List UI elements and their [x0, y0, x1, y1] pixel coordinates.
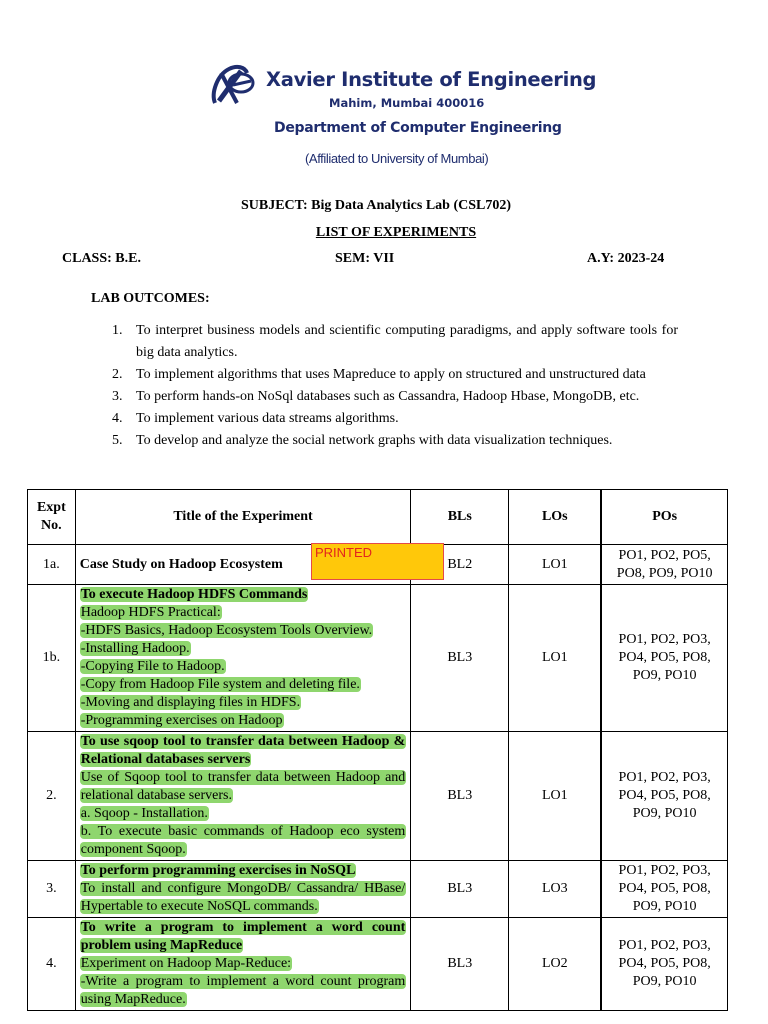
list-item: 4. To implement various data streams algorithms. — [112, 411, 399, 426]
list-item: 1. To interpret business models and scientific computing paradigms, and apply software tools for big data analytics. — [112, 323, 678, 360]
expt-title: To write a program to implement a word count problem using MapReduce Experiment on Hadoop Map-Reduce: -Write a program to implement a word count program using MapReduce. — [75, 918, 411, 1011]
expt-po: PO1, PO2, PO3, PO4, PO5, PO8, PO9, PO10 — [601, 918, 727, 1011]
expt-lo: LO1 — [509, 545, 602, 585]
expt-po: PO1, PO2, PO3, PO4, PO5, PO8, PO9, PO10 — [601, 585, 727, 732]
list-item: 2. To implement algorithms that uses Mapreduce to apply on structured and unstructured data — [112, 367, 646, 382]
expt-no: 4. — [28, 918, 76, 1011]
table-row — [28, 918, 728, 1011]
expt-po: PO1, PO2, PO3, PO4, PO5, PO8, PO9, PO10 — [601, 732, 727, 861]
expt-lo: LO1 — [509, 732, 602, 861]
printed-stamp-label: PRINTED — [315, 545, 373, 560]
table-row — [28, 861, 728, 918]
table-header-row — [28, 490, 728, 545]
expt-title: To execute Hadoop HDFS Commands Hadoop HDFS Practical: -HDFS Basics, Hadoop Ecosystem Tools Overview. -Installing Hadoop. -Copying File to Hadoop. -Copy from Hadoop File system and deleting file. -Moving and displaying files in HDFS. -Programming exercises on Hadoop — [75, 585, 411, 732]
expt-lo: LO1 — [509, 585, 602, 732]
header-pos: POs — [601, 490, 727, 545]
expt-po: PO1, PO2, PO5, PO8, PO9, PO10 — [601, 545, 727, 585]
expt-bl: BL2 — [411, 545, 509, 585]
expt-title: To use sqoop tool to transfer data between Hadoop & Relational databases servers Use of Sqoop tool to transfer data between Hadoop and relational database servers. a. Sqoop - Installation. b. To execute basic commands of Hadoop eco system component Sqoop. — [75, 732, 411, 861]
expt-bl: BL3 — [411, 585, 509, 732]
sem-label: SEM: VII — [335, 251, 395, 266]
expt-title: Case Study on Hadoop Ecosystem — [75, 545, 411, 585]
expt-bl: BL3 — [411, 732, 509, 861]
academic-year-label: A.Y: 2023-24 — [587, 251, 665, 266]
subject-line: SUBJECT: Big Data Analytics Lab (CSL702) — [240, 198, 512, 213]
institute-name: Xavier Institute of Engineering — [266, 68, 597, 91]
expt-no: 1b. — [28, 585, 76, 732]
list-item: 5. To develop and analyze the social network graphs with data visualization techniques. — [112, 433, 613, 448]
lab-outcomes-heading: LAB OUTCOMES: — [91, 291, 210, 306]
header-los: LOs — [509, 490, 602, 545]
expt-bl: BL3 — [411, 861, 509, 918]
expt-no: 2. — [28, 732, 76, 861]
header-expt-no: Expt No. — [28, 490, 76, 545]
expt-no: 3. — [28, 861, 76, 918]
xie-logo-icon — [207, 63, 257, 109]
expt-lo: LO3 — [509, 861, 602, 918]
printed-stamp — [311, 543, 444, 580]
table-row — [28, 585, 728, 732]
expt-bl: BL3 — [411, 918, 509, 1011]
affiliation-text: (Affiliated to University of Mumbai) — [305, 151, 489, 166]
expt-po: PO1, PO2, PO3, PO4, PO5, PO8, PO9, PO10 — [601, 861, 727, 918]
class-label: CLASS: B.E. — [62, 251, 141, 266]
header-bls: BLs — [411, 490, 509, 545]
expt-no: 1a. — [28, 545, 76, 585]
table-row — [28, 732, 728, 861]
expt-title: To perform programming exercises in NoSQL To install and configure MongoDB/ Cassandra/ HBase/ Hypertable to execute NoSQL commands. — [75, 861, 411, 918]
list-title: LIST OF EXPERIMENTS — [315, 225, 477, 240]
header-title: Title of the Experiment — [75, 490, 411, 545]
list-item: 3. To perform hands-on NoSql databases such as Cassandra, Hadoop Hbase, MongoDB, etc. — [112, 389, 640, 404]
expt-lo: LO2 — [509, 918, 602, 1011]
institute-address: Mahim, Mumbai 400016 — [329, 96, 485, 110]
lab-outcomes-list — [112, 320, 678, 452]
department-name: Department of Computer Engineering — [274, 120, 562, 136]
